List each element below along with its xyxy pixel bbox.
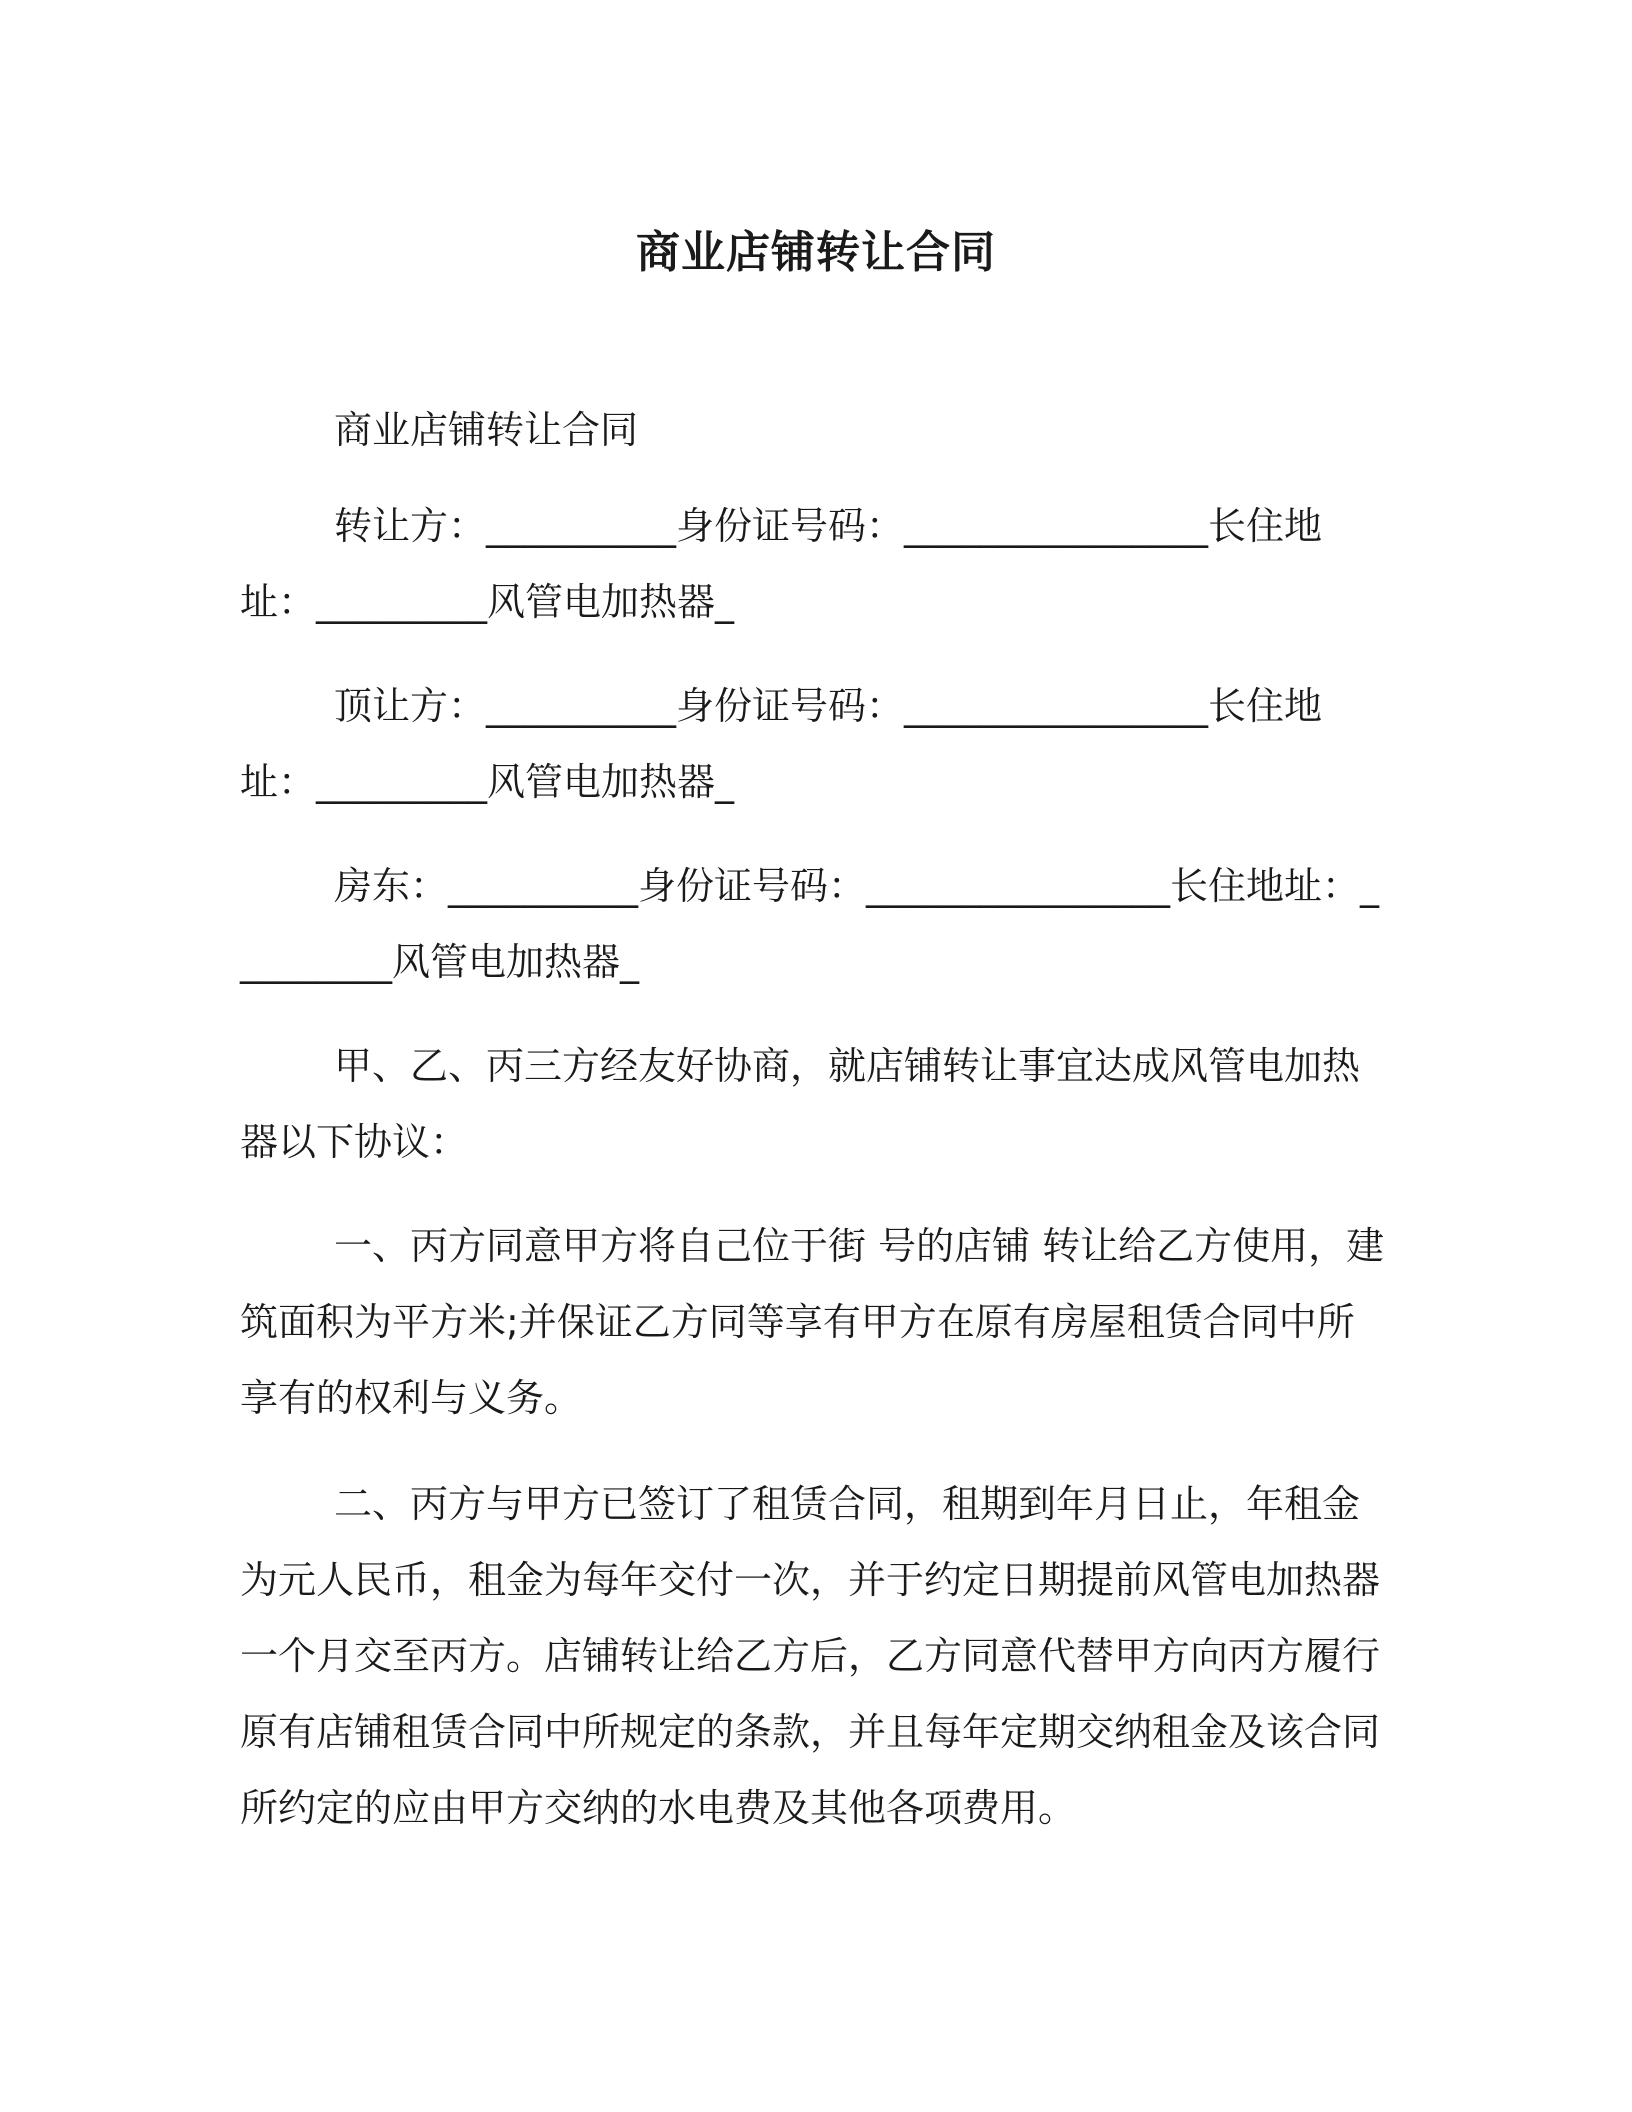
document-title: 商业店铺转让合同: [636, 227, 996, 278]
landlord-paragraph: 房东：__________身份证号码：________________长住地址：_________风管电加热器_: [240, 864, 1380, 984]
transferee-paragraph: 顶让方：__________身份证号码：________________长住地址：_________风管电加热器_: [240, 684, 1323, 804]
heading-paragraph: 商业店铺转让合同: [334, 408, 639, 452]
clause-one-paragraph: 一、丙方同意甲方将自己位于街 号的店铺 转让给乙方使用，建筑面积为平方米;并保证乙方同等享有甲方在原有房屋租赁合同中所享有的权利与义务。: [240, 1224, 1385, 1420]
agreement-intro-paragraph: 甲、乙、丙三方经友好协商，就店铺转让事宜达成风管电加热器以下协议：: [240, 1044, 1361, 1164]
clause-two-paragraph: 二、丙方与甲方已签订了租赁合同，租期到年月日止，年租金为元人民币，租金为每年交付一次，并于约定日期提前风管电加热器一个月交至丙方。店铺转让给乙方后，乙方同意代替甲方向丙方履行原有店铺租赁合同中所规定的条款，并且每年定期交纳租金及该合同所约定的应由甲方交纳的水电费及其他各项费用。: [240, 1482, 1381, 1830]
transferor-paragraph: 转让方：__________身份证号码：________________长住地址：_________风管电加热器_: [240, 504, 1323, 624]
